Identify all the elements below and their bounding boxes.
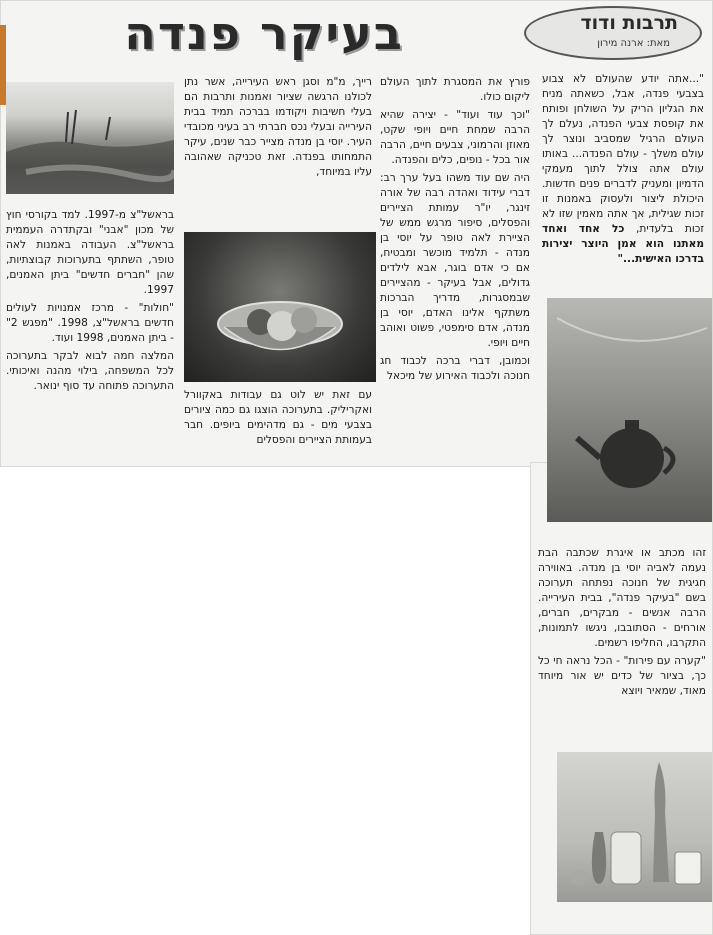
article-column-mid-right bbox=[380, 75, 530, 387]
vases-still-life-painting bbox=[557, 752, 712, 902]
paragraph: רייך, מ"מ וסגן ראש העירייה, אשר נתן לכולנו הרגשה שציור ואמנות ותרבות הם בעלי חשיבות ויקודמו בברכה תמיד בבית העירייה ובעלי נכס חברתי רב בעיני מכובדי העיר. יוסי בן מנדה מצייר כבר שנים, עיקר התמחותו בפנדה. זאת טכניקה שאהובה עליו במיוחד, bbox=[184, 76, 372, 178]
paragraph: פורץ את המסגרת לתוך העולם ליקום כולו. bbox=[380, 76, 530, 103]
teapot-sketch bbox=[547, 298, 712, 522]
bold-quote: כל אחד ואחד מאתנו הוא אמן היוצר יצירות בדרכו האישית..." bbox=[542, 223, 704, 265]
vases-sketch bbox=[557, 752, 712, 902]
paragraph bbox=[542, 72, 704, 267]
section-badge bbox=[524, 6, 702, 60]
paragraph: המלצה חמה לבוא לבקר בתערוכה לכל המשפחה, בילוי מהנה ואיכותי. התערוכה פתוחה עד סוף ינואר. bbox=[6, 350, 174, 392]
byline: מאת: ארנה מירון bbox=[597, 38, 670, 49]
article-column-mid-left-lower bbox=[184, 388, 372, 451]
paragraph: "חולות" - מרכז אמנויות לעולים חדשים בראשל"צ, 1998. "מפגש 2" - ביתן האמנים, 1998 ועוד. bbox=[6, 302, 174, 344]
fruit-bowl-painting bbox=[184, 232, 376, 382]
article-column-right bbox=[542, 72, 704, 270]
fruit-bowl-sketch bbox=[184, 232, 376, 382]
article-title: בעיקר פנדה bbox=[124, 6, 404, 60]
paragraph-text: "...אתה יודע שהעולם לא צבוע בצבעי פנדה, אבל, כשאתה מניח את הגליון הריק על השולחן ופותח את קופסת צבעי הפנדה, נעלם לך העולם הרגיל שמסביב ונוצר לך עולם משלך - עולם הפנדה... באותו עולם אתה צולל לתוך מעמקי הדמיון ומעניק לדברים פנים חדשות. היכולת ליצור ולעסוק באמנות זו זכות שגילית, אך אתה מאמין שזו לא זכות בלעדית, bbox=[542, 73, 704, 235]
paragraph: עם זאת יש לוט גם עבודות באקוורל ואקריליק. בתערוכה הוצגו גם כמה ציורים בצבעי מים - גם מדהימים ביופים. חבר בעמותת הציירים והפסלים bbox=[184, 389, 372, 446]
article-column-mid-left bbox=[184, 75, 372, 183]
paragraph: "קערה עם פירות" - הכל נראה חי כל כך, בציור של כדים יש אור מיוחד מאוד, שמאיר ויוצא bbox=[538, 655, 706, 697]
paragraph: וכמובן, דברי ברכה לכבוד חג חנוכה ולכבוד האירוע של מיכאל bbox=[380, 355, 530, 382]
landscape-painting bbox=[6, 82, 174, 194]
paragraph: "וכך עוד ועוד" - יצירה שהיא הרבה שמחת חיים ויופי שקט, מאוזן והרמוני, צבעים חיים, הרבה אור בכל - נופים, כלים והפנדה. bbox=[380, 109, 530, 166]
paragraph: זהו מכתב או איגרת שכתבה הבת נעמה לאביה יוסי בן מנדה. באווירה חגיגית של חנוכה נפתחה תערוכה בשם "בעיקר פנדה", בבית העירייה. הרבה אנשים - מבקרים, חברים, אורחים - הסתובבו, ניגשו לתמונות, התקרבו, החליפו רשמים. bbox=[538, 547, 706, 649]
article-column-left bbox=[6, 208, 174, 397]
paragraph: היה שם עוד משהו בעל ערך רב: דברי עידוד ואהדה רבה של אורה זינגר, יו"ר עמותת הציירים והפסלים, סיפור מרגש ממש של הציירת לאה טופר על יוסי בן מנדה - תלמיד מוכשר ומבטיח, אם כי אדם בוגר, אבא לילדים גדולים, אבל בעיקר - מהציירים שבמסגרות, מדריך הברכות משתקף אלינו האדם, יוסי בן מנדה, אדם סימפטי, פשוט ואוהב חיים ויופי. bbox=[380, 172, 530, 349]
teapot-painting bbox=[547, 298, 712, 522]
landscape-sketch bbox=[6, 82, 174, 194]
section-name: תרבות ודוד bbox=[580, 12, 678, 34]
article-column-right-lower bbox=[538, 546, 706, 702]
paragraph: בראשל"צ מ-1997. למד בקורסי חוץ של מכון "אבני" ובקתדרה העממית בראשל"צ. העבודה באמנות לאה טופר, השתתף בתערוכות קבוצתיות, שהן "חברים חדשים" ביתן האמנים, 1997. bbox=[6, 209, 174, 296]
